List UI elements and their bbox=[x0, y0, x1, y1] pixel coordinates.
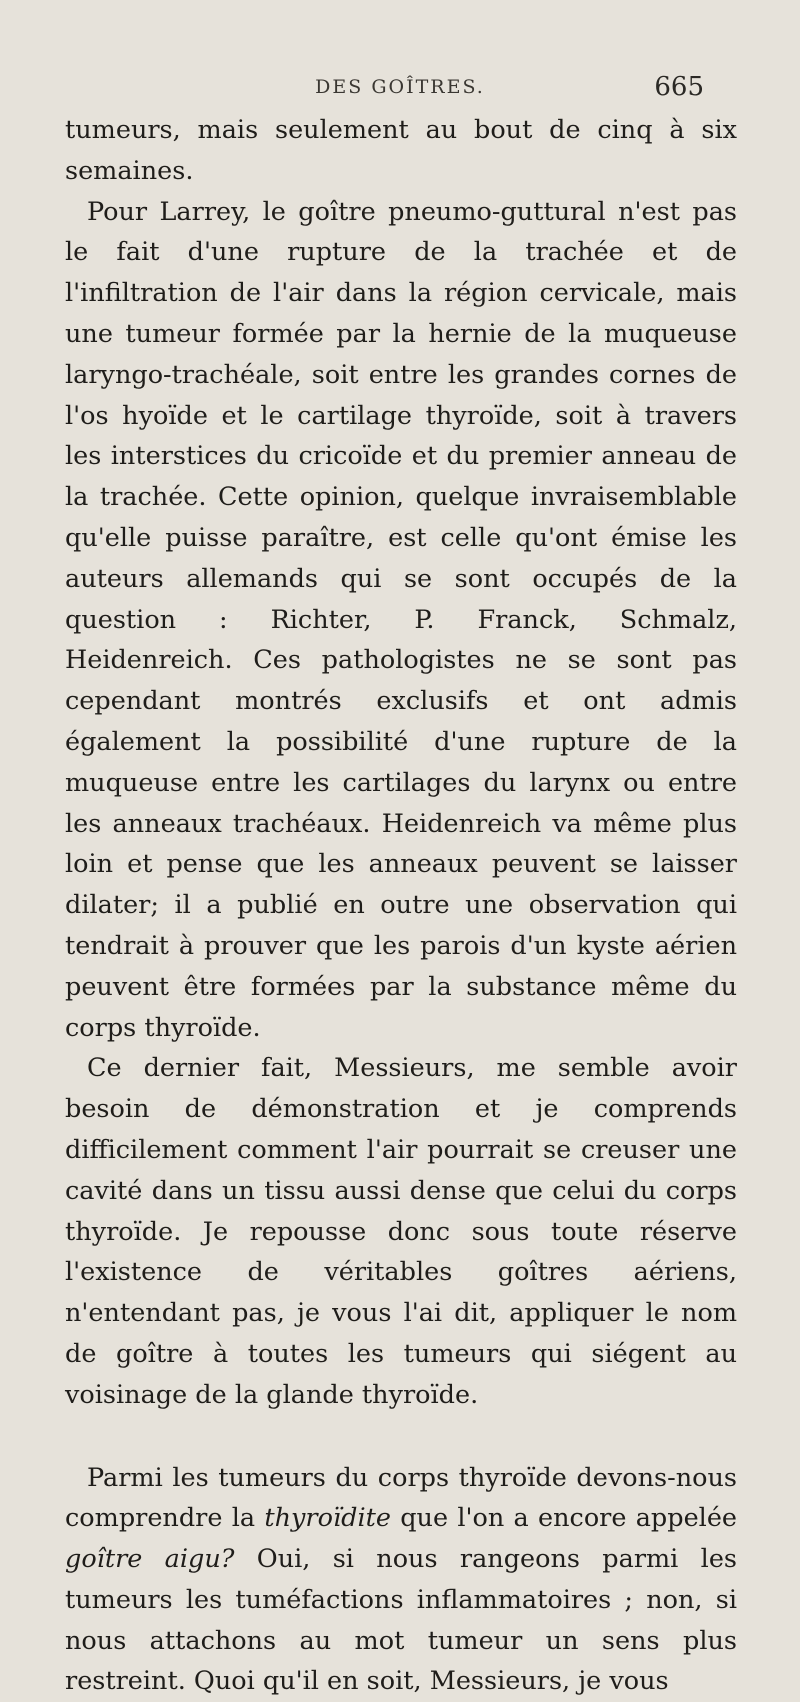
paragraph-continuation: tumeurs, mais seulement au bout de cinq à six semaines. bbox=[65, 110, 737, 192]
body-text bbox=[65, 110, 737, 1702]
thyroidite-term: thyroïdite bbox=[264, 1503, 391, 1533]
thyroidite-text-3: Oui, si nous rangeons parmi les tumeurs les tuméfactions inflammatoires ; non, si nous attachons au mot tumeur un sens plus restreint. Quoi qu'il en soit, Messieurs, je vous bbox=[65, 1544, 737, 1696]
paragraph-spacer bbox=[65, 1416, 737, 1458]
paragraph-dernier-fait: Ce dernier fait, Messieurs, me semble avoir besoin de démonstration et je comprends difficilement comment l'air pourrait se creuser une cavité dans un tissu aussi dense que celui du corps thyroïde. Je repousse donc sous toute réserve l'existence de véritables goîtres aériens, n'entendant pas, je vous l'ai dit, appliquer le nom de goître à toutes les tumeurs qui siégent au voisinage de la glande thyroïde. bbox=[65, 1048, 737, 1415]
page-number: 665 bbox=[654, 72, 704, 102]
running-title: DES GOÎTRES. bbox=[0, 76, 800, 98]
goitre-aigu-term: goître aigu? bbox=[65, 1544, 234, 1574]
paragraph-larrey: Pour Larrey, le goître pneumo-guttural n'est pas le fait d'une rupture de la trachée et de l'infiltration de l'air dans la région cervicale, mais une tumeur formée par la hernie de la muqueuse laryngo-trachéale, soit entre les grandes cornes de l'os hyoïde et le cartilage thyroïde, soit à travers les interstices du cricoïde et du premier anneau de la trachée. Cette opinion, quelque invraisemblable qu'elle puisse paraître, est celle qu'ont émise les auteurs allemands qui se sont occupés de la question : Richter, P. Franck, Schmalz, Heidenreich. Ces pathologistes ne se sont pas cependant montrés exclusifs et ont admis également la possibilité d'une rupture de la muqueuse entre les cartilages du larynx ou entre les anneaux trachéaux. Heidenreich va même plus loin et pense que les anneaux peuvent se laisser dilater; il a publié en outre une observation qui tendrait à prouver que les parois d'un kyste aérien peuvent être formées par la substance même du corps thyroïde. bbox=[65, 192, 737, 1049]
thyroidite-text-2: que l'on a encore appelée bbox=[391, 1503, 737, 1533]
thyroidite-text-1: Parmi les tumeurs du corps thyroïde devons-nous comprendre la bbox=[65, 1463, 737, 1534]
page-header bbox=[0, 76, 800, 106]
paragraph-thyroidite bbox=[65, 1458, 737, 1702]
